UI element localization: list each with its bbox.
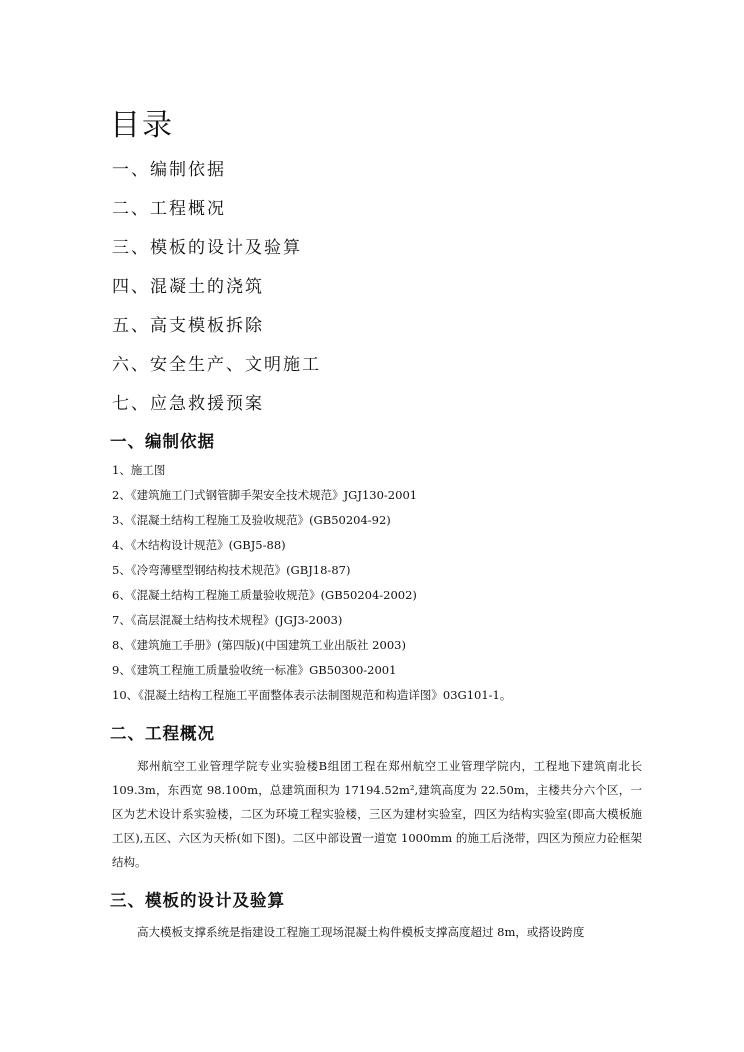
section-1-heading: 一、编制依据 [110, 432, 215, 451]
reference-item: 6、《混凝土结构工程施工质量验收规范》(GB50204-2002) [112, 588, 417, 602]
toc-item-6: 六、安全生产、文明施工 [112, 355, 321, 375]
reference-item: 5、《冷弯薄壁型钢结构技术规范》(GBJ18-87) [112, 563, 351, 577]
reference-item: 1、施工图 [112, 463, 166, 477]
toc-item-5: 五、高支模板拆除 [112, 316, 264, 336]
toc-item-1: 一、编制依据 [112, 160, 226, 180]
reference-item: 4、《木结构设计规范》(GBJ5-88) [112, 538, 286, 552]
reference-item: 7、《高层混凝土结构技术规程》(JGJ3-2003) [112, 613, 343, 627]
reference-item: 2、《建筑施工门式钢管脚手架安全技术规范》JGJ130-2001 [112, 488, 418, 502]
section-2-heading: 二、工程概况 [110, 724, 215, 743]
toc-title: 目录 [110, 108, 174, 143]
toc-item-4: 四、混凝土的浇筑 [112, 277, 264, 297]
reference-item: 10、《混凝土结构工程施工平面整体表示法制图规范和构造详图》03G101-1。 [112, 688, 512, 702]
project-overview-paragraph: 郑州航空工业管理学院专业实验楼B组团工程在郑州航空工业管理学院内，工程地下建筑南北长 109.3m，东西宽 98.100m，总建筑面积为 17194.52m²,建筑高度为 22.50m，主楼共分六个区，一区为艺术设计系实验楼，二区为环境工程实验楼，三区为建材实验室，四区为结构实验室(即高大模板施工区),五区、六区为天桥(如下图)。二区中部设置一道宽 1000mm 的施工后浇带，四区为预应力砼框架结构。 [112, 759, 642, 869]
reference-item: 9、《建筑工程施工质量验收统一标准》GB50300-2001 [112, 663, 397, 677]
toc-item-2: 二、工程概况 [112, 199, 226, 219]
section-3-heading: 三、模板的设计及验算 [110, 891, 285, 910]
reference-item: 3、《混凝土结构工程施工及验收规范》(GB50204-92) [112, 513, 391, 527]
toc-item-7: 七、应急救援预案 [112, 394, 264, 414]
toc-item-3: 三、模板的设计及验算 [112, 238, 302, 258]
formwork-design-paragraph: 高大模板支撑系统是指建设工程施工现场混凝土构件模板支撑高度超过 8m，或搭设跨度 [137, 925, 585, 939]
reference-item: 8、《建筑施工手册》(第四版)(中国建筑工业出版社 2003) [112, 638, 406, 652]
